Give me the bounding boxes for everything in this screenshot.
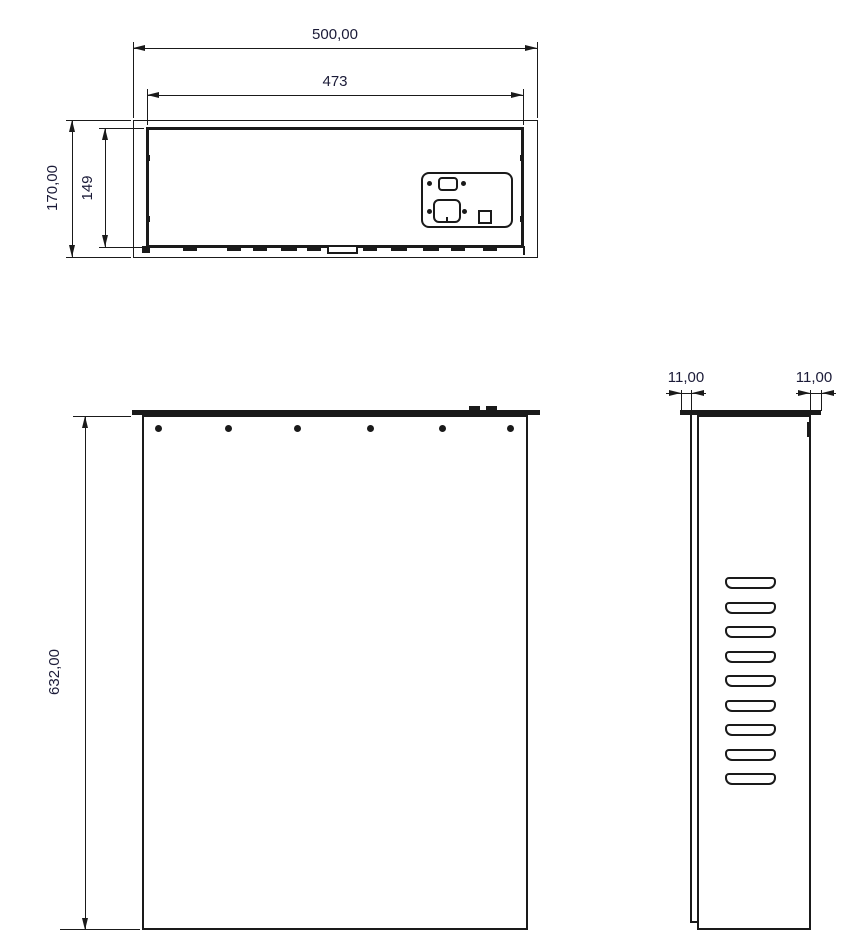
extension-line — [99, 247, 144, 248]
vent-slot — [725, 773, 776, 785]
front-view-body — [142, 415, 528, 930]
dim-label-overall-depth: 170,00 — [44, 165, 61, 211]
dimension-line — [105, 128, 106, 247]
extension-line — [537, 42, 538, 118]
fuse-holder-square — [478, 210, 492, 224]
extension-line — [523, 89, 524, 125]
edge-nub — [147, 155, 150, 161]
dimension-line — [85, 416, 86, 930]
panel-screw-hole — [427, 181, 432, 186]
seam-dash — [423, 248, 439, 251]
dim-label-height: 632,00 — [46, 649, 63, 695]
flange-tab — [486, 406, 497, 410]
vent-slot — [725, 602, 776, 614]
seam-dash — [451, 248, 465, 251]
edge-nub — [147, 216, 150, 222]
vent-slot — [725, 626, 776, 638]
arrowhead — [525, 45, 537, 51]
edge-nub — [520, 216, 523, 222]
seam-dash — [307, 248, 321, 251]
dim-label-flange-left: 11,00 — [667, 369, 705, 386]
panel-screw-hole — [427, 209, 432, 214]
seam-dash — [227, 248, 241, 251]
dim-label-flange-right: 11,00 — [795, 369, 833, 386]
center-tab — [327, 247, 358, 254]
vent-slot — [725, 651, 776, 663]
vent-slot — [725, 700, 776, 712]
panel-screw-hole — [461, 181, 466, 186]
screw-hole — [294, 425, 301, 432]
arrowhead — [133, 45, 145, 51]
side-view-body — [697, 415, 811, 930]
arrowhead — [822, 390, 834, 396]
seam-dash — [363, 248, 377, 251]
screw-hole — [367, 425, 374, 432]
screw-hole — [155, 425, 162, 432]
screw-hole — [439, 425, 446, 432]
arrowhead — [798, 390, 810, 396]
dimension-line — [133, 48, 537, 49]
arrowhead — [82, 416, 88, 428]
arrowhead — [692, 390, 704, 396]
arrowhead — [102, 235, 108, 247]
seam-dash — [483, 248, 497, 251]
vent-slot — [725, 724, 776, 736]
seam-dash — [281, 248, 297, 251]
edge-nub — [520, 155, 523, 161]
extension-line — [66, 120, 131, 121]
dim-label-inner-depth: 149 — [79, 175, 96, 201]
edge-tick — [807, 422, 811, 437]
screw-hole — [225, 425, 232, 432]
extension-line — [60, 929, 140, 930]
arrowhead — [669, 390, 681, 396]
arrowhead — [511, 92, 523, 98]
vent-slot — [725, 749, 776, 761]
dim-label-overall-width: 500,00 — [312, 26, 358, 43]
dimension-line — [72, 120, 73, 257]
panel-screw-hole — [462, 209, 467, 214]
seam-dash — [391, 248, 407, 251]
corner-tick — [523, 246, 525, 255]
flange-tab — [469, 406, 480, 410]
power-inlet-key — [446, 217, 448, 222]
vent-slot — [725, 675, 776, 687]
extension-line — [133, 42, 134, 118]
seam-dash — [183, 248, 197, 251]
arrowhead — [147, 92, 159, 98]
dimension-line — [147, 95, 523, 96]
back-panel-line — [690, 415, 692, 923]
vent-slot — [725, 577, 776, 589]
seam-dash — [253, 248, 267, 251]
dim-label-inner-width: 473 — [322, 73, 348, 90]
arrowhead — [102, 128, 108, 140]
arrowhead — [69, 120, 75, 132]
arrowhead — [82, 918, 88, 930]
arrowhead — [69, 245, 75, 257]
screw-hole — [507, 425, 514, 432]
extension-line — [66, 257, 131, 258]
dsub-connector — [438, 177, 458, 191]
